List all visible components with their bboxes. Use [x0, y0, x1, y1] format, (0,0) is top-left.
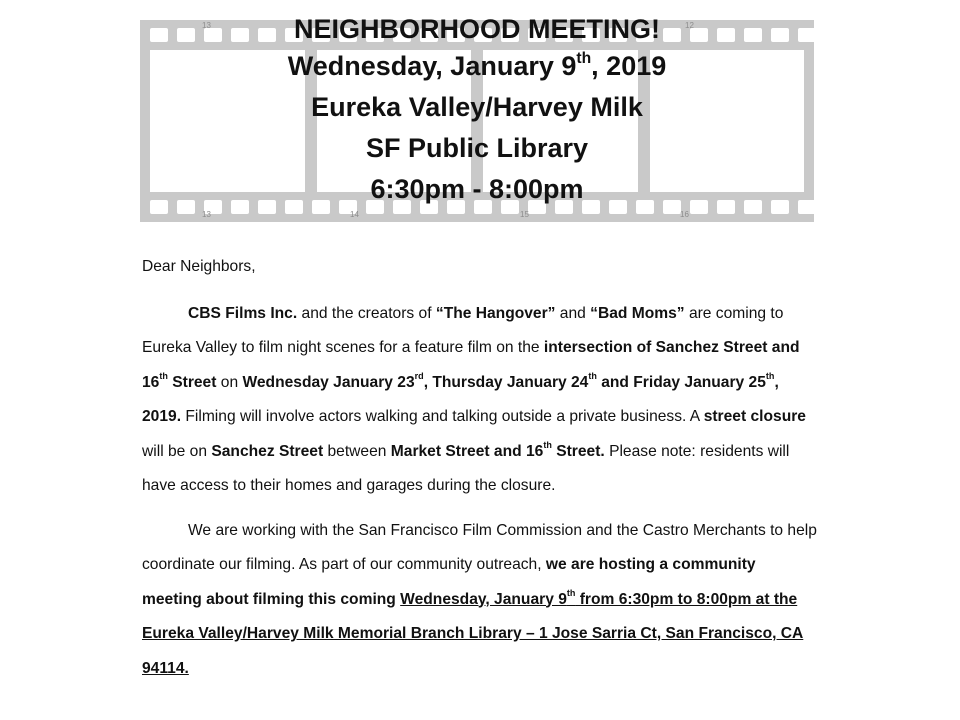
- ordinal-suffix: rd: [414, 370, 424, 381]
- banner-date-year: , 2019: [591, 51, 667, 81]
- text-run: Street: [167, 373, 217, 391]
- film-frame-number: 12: [685, 21, 694, 30]
- paragraph-community-meeting: [142, 514, 818, 687]
- text-run: , Thursday January 24: [423, 373, 589, 391]
- text-run: Filming will involve actors walking and talking outside a private business. A: [181, 408, 704, 425]
- ordinal-suffix: th: [765, 370, 775, 381]
- text-run: and Friday January 25: [596, 373, 766, 391]
- banner-date-main: Wednesday, January 9: [287, 51, 577, 81]
- film-frame-number: 13: [202, 21, 211, 30]
- text-run: Wednesday, January 9: [400, 590, 567, 608]
- closure-street: Sanchez Street: [211, 442, 324, 460]
- company-name: CBS Films Inc.: [188, 304, 298, 322]
- text-run: will be on: [142, 442, 212, 460]
- text-run: on: [216, 373, 243, 391]
- meeting-details: [142, 556, 803, 677]
- ordinal-suffix: th: [543, 439, 552, 450]
- banner-location-2: SF Public Library: [365, 133, 589, 163]
- text-run: are coming to Eureka Valley to film night scenes for a feature film on the: [142, 304, 784, 356]
- text-run: we are hosting a community meeting about filming this coming: [142, 556, 756, 608]
- film-frame-number: 13: [202, 210, 211, 219]
- text-run: and: [555, 304, 591, 322]
- film-frame-number: 15: [520, 210, 529, 219]
- text-run: between: [323, 442, 391, 460]
- ordinal-suffix: th: [159, 370, 168, 381]
- paragraph-filming-notice: [142, 297, 818, 504]
- banner-time: 6:30pm - 8:00pm: [370, 174, 584, 204]
- street-closure: street closure: [703, 408, 806, 425]
- closure-bounds: [390, 439, 605, 460]
- salutation: Dear Neighbors,: [142, 258, 256, 275]
- text-run: and the creators of: [297, 304, 436, 322]
- banner-date-suffix: th: [576, 49, 592, 67]
- ordinal-suffix: th: [588, 370, 597, 381]
- text-run: intersection of Sanchez Street and 16: [142, 339, 800, 391]
- letter-body: [142, 250, 818, 696]
- text-run: Market Street and 16: [390, 442, 544, 460]
- ordinal-suffix: th: [566, 587, 576, 598]
- meeting-banner: [140, 12, 814, 210]
- banner-date: [140, 46, 814, 87]
- text-run: Please note: residents will have access to their homes and garages during the closure.: [142, 442, 790, 494]
- banner-heading: NEIGHBORHOOD MEETING!: [293, 14, 660, 44]
- text-run: Wednesday January 23: [242, 373, 415, 391]
- film-frame-number: 16: [680, 210, 689, 219]
- text-run: We are working with the San Francisco Film Commission and the Castro Merchants to help coordinate our filming. As part of our community outreach,: [142, 521, 817, 573]
- text-run: , 2019.: [142, 373, 779, 425]
- banner-location-1: Eureka Valley/Harvey Milk: [311, 92, 643, 122]
- film-title: “Bad Moms”: [590, 304, 685, 322]
- film-title: “The Hangover”: [435, 304, 556, 322]
- text-run: from 6:30pm to 8:00pm at the Eureka Valley/Harvey Milk Memorial Branch Library – 1 Jose Sarria Ct, San Francisco, CA 94114.: [142, 590, 804, 677]
- text-run: Street.: [551, 442, 605, 460]
- film-frame-number: 14: [350, 210, 359, 219]
